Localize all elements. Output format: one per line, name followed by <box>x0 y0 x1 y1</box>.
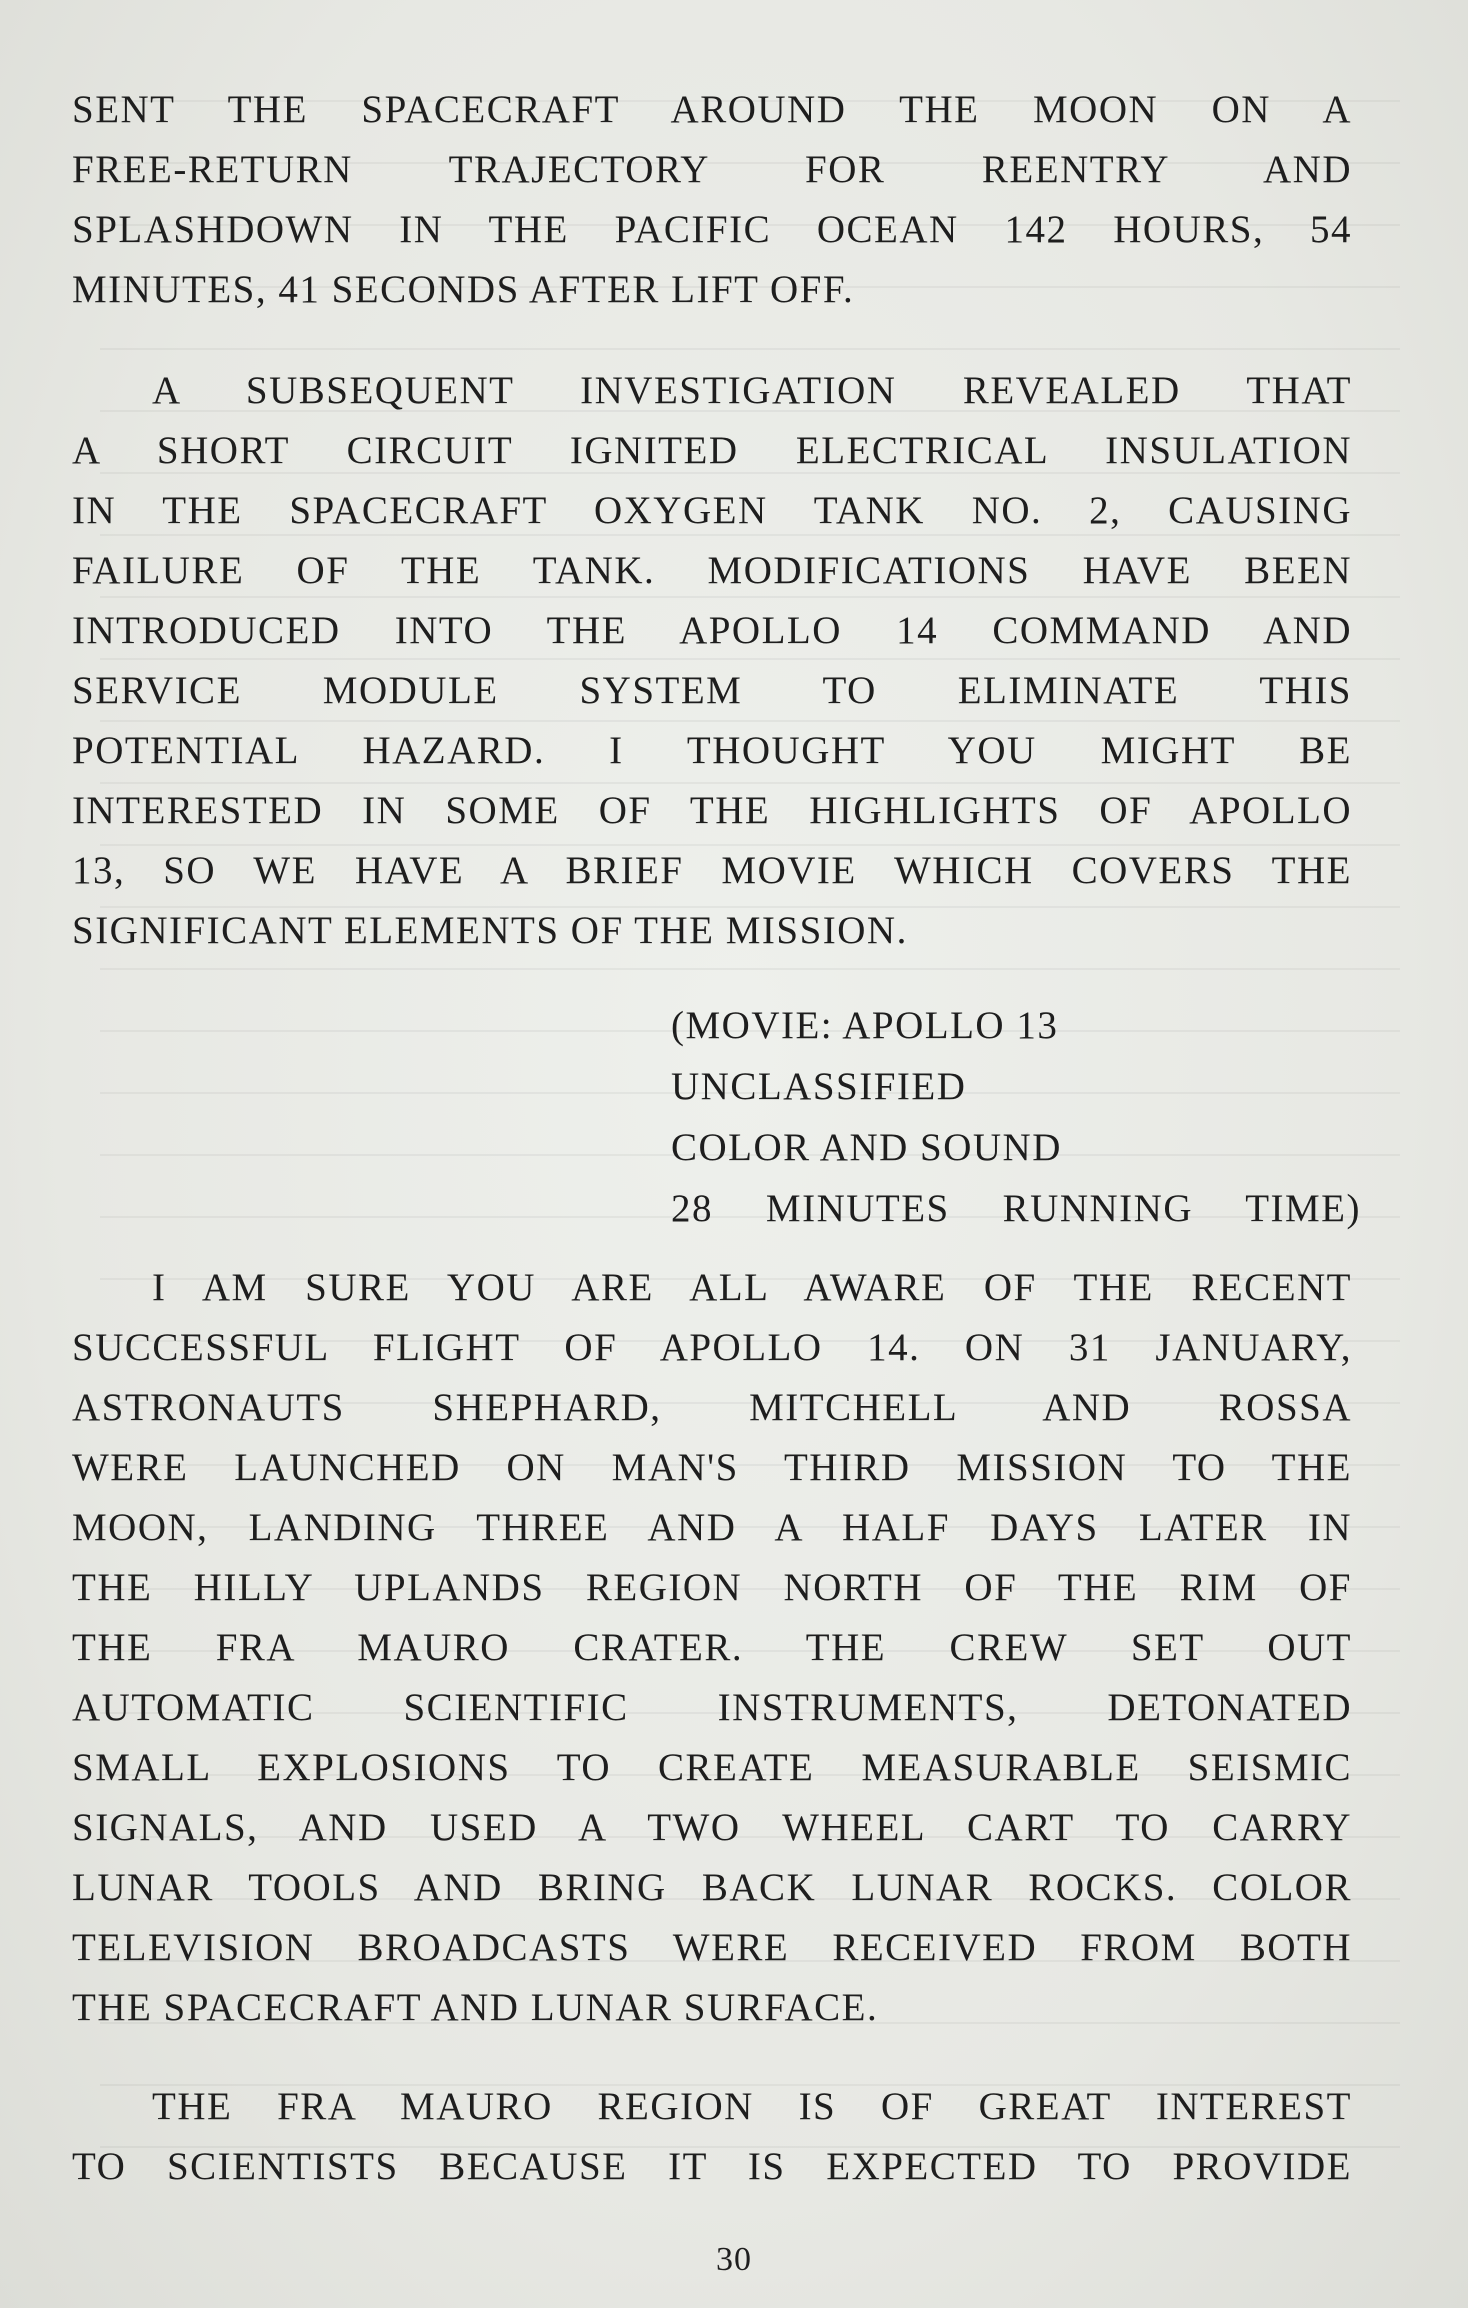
text-line: POTENTIAL HAZARD. I THOUGHT YOU MIGHT BE <box>72 729 1352 772</box>
paragraph-1 <box>72 80 1352 320</box>
text-line: ASTRONAUTS SHEPHARD, MITCHELL AND ROSSA <box>72 1386 1352 1429</box>
text-line: THE FRA MAURO CRATER. THE CREW SET OUT <box>72 1626 1352 1669</box>
movie-note-line: COLOR AND SOUND <box>671 1126 1062 1169</box>
text-line: TO SCIENTISTS BECAUSE IT IS EXPECTED TO PROVIDE <box>72 2145 1352 2188</box>
paragraph-2 <box>72 361 1352 961</box>
movie-note-line: 28 MINUTES RUNNING TIME) <box>671 1187 1361 1230</box>
text-line: MOON, LANDING THREE AND A HALF DAYS LATER IN <box>72 1506 1352 1549</box>
movie-note-line: (MOVIE: APOLLO 13 <box>671 1004 1059 1047</box>
text-line: 13, SO WE HAVE A BRIEF MOVIE WHICH COVERS THE <box>72 849 1352 892</box>
text-line: FREE-RETURN TRAJECTORY FOR REENTRY AND <box>72 148 1352 191</box>
text-line: INTERESTED IN SOME OF THE HIGHLIGHTS OF APOLLO <box>72 789 1352 832</box>
text-line: LUNAR TOOLS AND BRING BACK LUNAR ROCKS. COLOR <box>72 1866 1352 1909</box>
text-line: WERE LAUNCHED ON MAN'S THIRD MISSION TO THE <box>72 1446 1352 1489</box>
text-line: I AM SURE YOU ARE ALL AWARE OF THE RECENT <box>152 1266 1352 1309</box>
text-line: SERVICE MODULE SYSTEM TO ELIMINATE THIS <box>72 669 1352 712</box>
text-line: THE SPACECRAFT AND LUNAR SURFACE. <box>72 1986 879 2029</box>
paragraph-3 <box>72 1258 1352 2038</box>
text-line: SPLASHDOWN IN THE PACIFIC OCEAN 142 HOURS, 54 <box>72 208 1352 251</box>
text-line: SIGNALS, AND USED A TWO WHEEL CART TO CARRY <box>72 1806 1352 1849</box>
text-line: FAILURE OF THE TANK. MODIFICATIONS HAVE BEEN <box>72 549 1352 592</box>
page-number: 30 <box>716 2241 752 2278</box>
text-line: A SUBSEQUENT INVESTIGATION REVEALED THAT <box>152 369 1352 412</box>
text-line: A SHORT CIRCUIT IGNITED ELECTRICAL INSULATION <box>72 429 1352 472</box>
text-line: SMALL EXPLOSIONS TO CREATE MEASURABLE SEISMIC <box>72 1746 1352 1789</box>
text-line: SENT THE SPACECRAFT AROUND THE MOON ON A <box>72 88 1352 131</box>
movie-note-line: UNCLASSIFIED <box>671 1065 967 1108</box>
text-line: AUTOMATIC SCIENTIFIC INSTRUMENTS, DETONATED <box>72 1686 1352 1729</box>
text-line: IN THE SPACECRAFT OXYGEN TANK NO. 2, CAUSING <box>72 489 1352 532</box>
text-line: INTRODUCED INTO THE APOLLO 14 COMMAND AND <box>72 609 1352 652</box>
text-line: SIGNIFICANT ELEMENTS OF THE MISSION. <box>72 909 908 952</box>
text-line: THE FRA MAURO REGION IS OF GREAT INTEREST <box>152 2085 1352 2128</box>
text-line: TELEVISION BROADCASTS WERE RECEIVED FROM BOTH <box>72 1926 1352 1969</box>
movie-note <box>671 995 1361 1239</box>
text-line: THE HILLY UPLANDS REGION NORTH OF THE RIM OF <box>72 1566 1352 1609</box>
text-line: SUCCESSFUL FLIGHT OF APOLLO 14. ON 31 JANUARY, <box>72 1326 1352 1369</box>
paragraph-4 <box>72 2077 1352 2197</box>
text-line: MINUTES, 41 SECONDS AFTER LIFT OFF. <box>72 268 855 311</box>
